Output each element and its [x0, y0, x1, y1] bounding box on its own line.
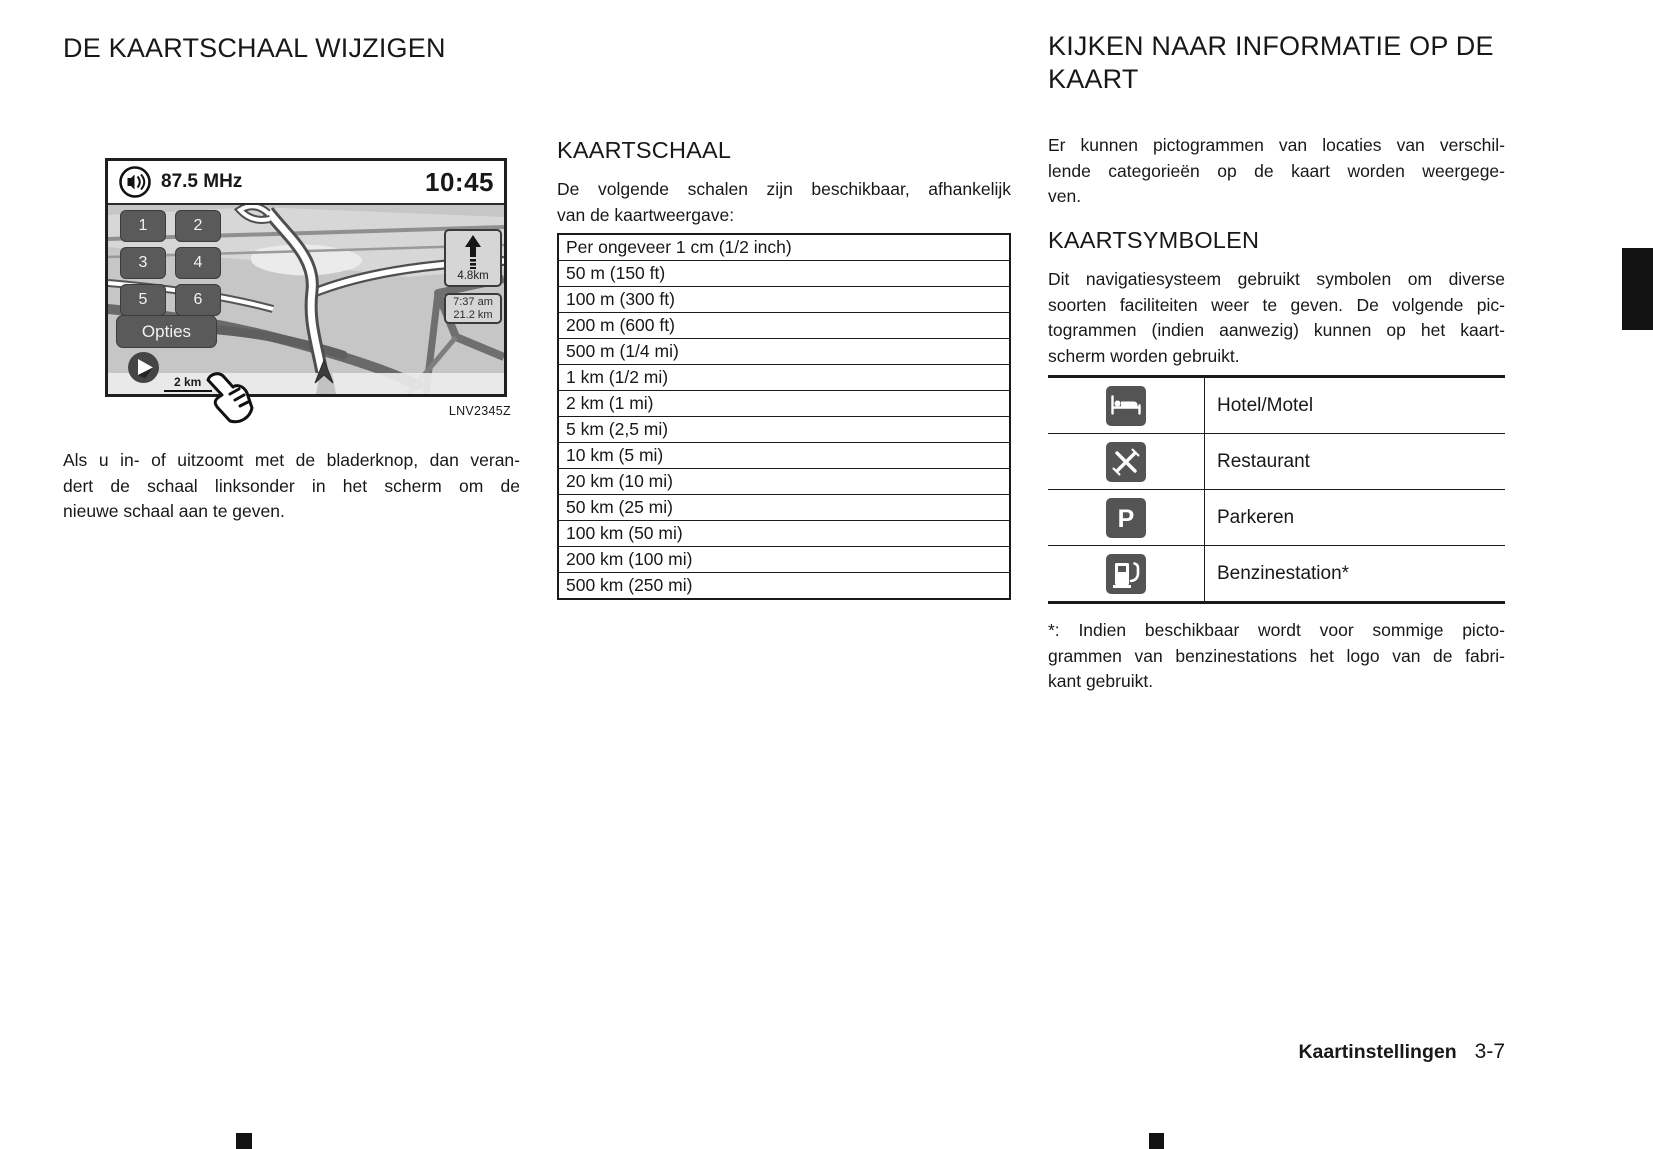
preset-button: 6	[175, 284, 221, 316]
restaurant-icon	[1106, 442, 1146, 482]
scale-table-row: 500 km (250 mi)	[559, 572, 1009, 598]
turn-distance: 4.8km	[457, 270, 489, 282]
scale-table-row: 10 km (5 mi)	[559, 442, 1009, 468]
eta-box	[444, 293, 502, 324]
scale-table-row: 5 km (2,5 mi)	[559, 416, 1009, 442]
print-registration-mark	[1149, 1133, 1164, 1149]
scale-table-row: 200 km (100 mi)	[559, 546, 1009, 572]
fuel-station-icon	[1106, 554, 1146, 594]
hand-pointer-icon	[196, 371, 260, 429]
preset-button-grid	[120, 210, 222, 316]
map-symbols-table	[1048, 375, 1505, 604]
compass-icon	[128, 352, 159, 383]
straight-arrow-icon	[462, 235, 484, 269]
right-intro-paragraph: Er kunnen pictogrammen van locaties van verschil- lende categorieën op de kaart worden weergege- ven.	[1048, 135, 1505, 206]
map-view	[108, 205, 504, 394]
preset-button: 3	[120, 247, 166, 279]
figure-caption: LNV2345Z	[448, 404, 511, 418]
parking-icon	[1106, 498, 1146, 538]
symbol-label: Hotel/Motel	[1217, 394, 1314, 416]
page-title-right: KIJKEN NAAR INFORMATIE OP DE KAART	[1048, 31, 1494, 94]
symbol-row	[1048, 433, 1505, 489]
section-title-kaartsymbolen: KAARTSYMBOLEN	[1048, 227, 1260, 253]
page-footer	[1005, 1040, 1505, 1064]
preset-button: 2	[175, 210, 221, 242]
page-title-left: DE KAARTSCHAAL WIJZIGEN	[63, 33, 446, 63]
section-edge-tab	[1622, 248, 1653, 330]
kaartsymbolen-intro: Dit navigatiesysteem gebruikt symbolen om diverse soorten faciliteiten weer te geven. De volgende pic- togrammen (indien aanwezig) kunnen op het kaart- scherm worden gebruikt.	[1048, 269, 1505, 366]
remaining-distance: 21.2 km	[453, 308, 493, 321]
symbol-label: Restaurant	[1217, 450, 1310, 472]
section-title-kaartschaal: KAARTSCHAAL	[557, 137, 732, 163]
print-registration-mark	[236, 1133, 252, 1149]
svg-text:P: P	[1117, 504, 1135, 533]
scale-table-row: 500 m (1/4 mi)	[559, 338, 1009, 364]
kaartschaal-intro: De volgende schalen zijn beschikbaar, afhankelijk van de kaartweergave:	[557, 179, 1011, 225]
scale-table-row: 1 km (1/2 mi)	[559, 364, 1009, 390]
hotel-motel-icon	[1106, 386, 1146, 426]
scale-table-row: 50 km (25 mi)	[559, 494, 1009, 520]
footer-page-number: 3-7	[1474, 1040, 1505, 1063]
symbol-row	[1048, 545, 1505, 601]
symbol-label: Benzinestation*	[1217, 562, 1350, 584]
clock: 10:45	[425, 166, 494, 197]
symbol-label: Parkeren	[1217, 506, 1295, 528]
scale-table-row: 2 km (1 mi)	[559, 390, 1009, 416]
options-button: Opties	[116, 315, 217, 348]
scale-table-row: 50 m (150 ft)	[559, 260, 1009, 286]
preset-button: 5	[120, 284, 166, 316]
map-scale-label: 2 km	[174, 375, 202, 389]
scale-table-row: Per ongeveer 1 cm (1/2 inch)	[566, 237, 792, 257]
left-body-paragraph: Als u in- of uitzoomt met de bladerknop, dan veran- dert de schaal linksonder in het scherm om de nieuwe schaal aan te geven.	[63, 450, 520, 521]
scale-table	[557, 233, 1011, 600]
preset-button: 1	[120, 210, 166, 242]
footer-section: Kaartinstellingen	[1298, 1041, 1457, 1063]
nav-topbar	[108, 161, 504, 205]
radio-frequency: 87.5 MHz	[161, 171, 243, 192]
symbols-footnote: *: Indien beschikbaar wordt voor sommige picto- grammen van benzinestations het logo van de fabri- kant gebruikt.	[1048, 620, 1505, 691]
preset-button: 4	[175, 247, 221, 279]
scale-table-row: 20 km (10 mi)	[559, 468, 1009, 494]
arrival-time: 7:37 am	[453, 295, 493, 308]
symbol-row	[1048, 489, 1505, 545]
scale-table-row: 100 m (300 ft)	[559, 286, 1009, 312]
symbol-row	[1048, 378, 1505, 433]
radio-volume-icon	[118, 165, 152, 199]
turn-guidance-box	[444, 229, 502, 287]
scale-table-row: 100 km (50 mi)	[559, 520, 1009, 546]
scale-table-row: 200 m (600 ft)	[559, 312, 1009, 338]
nav-screen-figure	[105, 158, 507, 397]
